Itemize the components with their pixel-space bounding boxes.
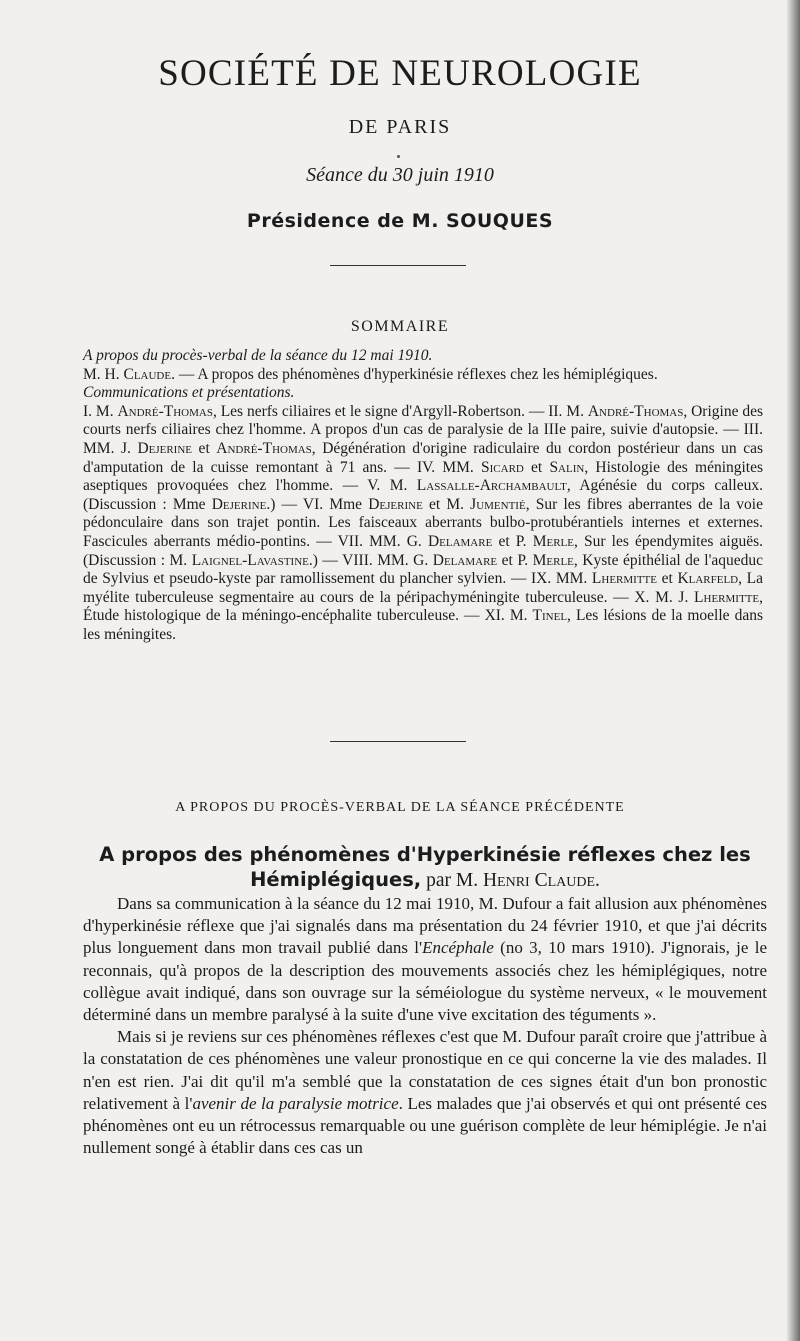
- item-prefix: VIII. MM. G.: [342, 551, 433, 569]
- item-text: et: [523, 458, 550, 476]
- item-prefix: IX. MM.: [530, 570, 592, 588]
- item-text: , Les lésions de la moelle dans les méningites.: [83, 607, 764, 643]
- author-name: André-Thomas: [587, 402, 684, 420]
- author-name: Dejerine: [137, 439, 193, 457]
- paragraph-2: [83, 1026, 767, 1159]
- paragraph-1: [83, 893, 767, 1026]
- item-prefix: II. M.: [548, 402, 588, 420]
- p2-emphasis: avenir de la paralysie motrice: [192, 1093, 399, 1113]
- claude-text: . — A propos des phénomènes d'hyperkinésie réflexes chez les hémiplégiques.: [171, 365, 658, 383]
- society-subtitle: DE PARIS: [348, 116, 452, 138]
- author-name: Laignel-Lavastine: [191, 551, 309, 569]
- byline: [421, 870, 600, 891]
- item-text: et P.: [492, 532, 533, 550]
- byline-end: .: [595, 870, 600, 891]
- proces-verbal-heading: A propos du procès-verbal de la séance du 12 mai 1910.: [83, 347, 433, 364]
- communications-list: [83, 403, 763, 645]
- item-text: .) —: [266, 495, 303, 513]
- author-name: André-Thomas: [216, 439, 312, 457]
- item-prefix: XI. M.: [484, 607, 533, 625]
- author-name: Merle: [532, 532, 574, 550]
- item-text: , Sur les fibres aberrantes de la voie pédonculaire dans son trajet pontin. Les faisceaux aberrants bulbo-protubérantiels internes et externes. Fascicules aberrants médio-pontins. —: [83, 495, 763, 550]
- society-title: SOCIÉTÉ DE NEUROLOGIE: [158, 53, 642, 94]
- item-text: et P.: [497, 551, 533, 569]
- author-name: Lassalle-Archambault: [416, 477, 567, 495]
- section-heading: A PROPOS DU PROCÈS-VERBAL DE LA SÉANCE PRÉCÉDENTE: [175, 800, 625, 815]
- byline-prefix: par M.: [421, 870, 483, 891]
- item-text: et: [656, 570, 678, 588]
- presidence-line: Présidence de M. SOUQUES: [246, 210, 554, 232]
- article-title: [83, 842, 767, 893]
- item-text: , Dégénération d'origine radiculaire du cordon postérieur dans un cas d'amputation de la cuisse remontant à 71 ans. —: [83, 439, 763, 476]
- author-name: Jumentié: [470, 495, 526, 513]
- author-name: André-Thomas: [117, 402, 213, 420]
- divider-rule: [330, 265, 466, 266]
- journal-name: Encéphale: [422, 938, 494, 958]
- item-prefix: VI. Mme: [302, 495, 369, 513]
- item-text: , Kyste épithélial de l'aqueduc de Sylvius et pseudo-kyste par ramollissement du plancher sylvien. —: [83, 551, 764, 588]
- author-name: Delamare: [432, 551, 498, 569]
- session-date: Séance du 30 juin 1910: [306, 164, 494, 186]
- sommaire-heading: SOMMAIRE: [350, 318, 450, 335]
- sommaire-block: [83, 347, 763, 645]
- author-name: Merle: [532, 551, 574, 569]
- byline-author: Henri Claude: [482, 870, 596, 891]
- item-text: , Agénésie du corps calleux. (Discussion : Mme: [83, 477, 763, 513]
- p1-text-b: (no 3, 10 mars 1910). J'ignorais, je le reconnais, qu'à propos de la description des mouvements associés chez les hémiplégiques, notre collègue avait indiqué, dans son ouvrage sur la séméiologue du système nerveux, « le mouvement déterminé dans un membre paralysé à la suite d'une vive excitation des téguments ».: [83, 938, 768, 1025]
- author-name: Dejerine: [368, 495, 423, 513]
- claude-prefix: M. H.: [83, 365, 124, 383]
- item-text: , Les nerfs ciliaires et le signe d'Argyll-Robertson. —: [212, 402, 549, 420]
- author-name: Lhermitte: [694, 588, 760, 606]
- author-name: Salin: [549, 458, 585, 476]
- author-name: Delamare: [427, 532, 493, 550]
- item-text: .) —: [308, 551, 343, 569]
- item-prefix: V. M.: [367, 477, 417, 495]
- p2-text-b: . Les malades que j'ai observés et qui ont présenté ces phénomènes ont eu un rétrocessus remarquable ou une guérison complète de leur hémiplégie. Je n'ai nullement songé à établir dans ces cas un: [83, 1093, 767, 1158]
- author-name: Sicard: [481, 458, 524, 476]
- item-text: et: [192, 439, 217, 457]
- item-text: et M.: [422, 495, 471, 513]
- item-prefix: III. MM. J.: [83, 421, 763, 457]
- ornament-dot: [397, 155, 400, 158]
- item-text: , Sur les épendymites aiguës. (Discussion : M.: [83, 532, 763, 569]
- article-body: [83, 893, 767, 1159]
- p2-text-a: Mais si je reviens sur ces phénomènes réflexes c'est que M. Dufour paraît croire que j'attribue à la constatation de ces phénomènes une valeur pronostique en ce qui concerne la vie des malades. Il n'en est rien. J'ai dit qu'il m'a semblé que la constatation de ces signes était d'un bon pronostic relativement à l': [83, 1027, 767, 1113]
- divider-rule: [330, 741, 466, 742]
- item-text: , Origine des courts nerfs ciliaires chez l'homme. A propos d'un cas de paralysie de la IIIe paire, suivie d'autopsie. —: [83, 402, 764, 439]
- communications-heading: Communications et présentations.: [83, 384, 295, 402]
- item-prefix: VII. MM. G.: [337, 532, 428, 550]
- author-name: Lhermitte: [591, 570, 657, 588]
- author-name: Tinel: [532, 607, 568, 625]
- author-name: Claude: [123, 365, 172, 383]
- item-prefix: I. M.: [83, 402, 118, 420]
- item-prefix: IV. MM.: [416, 458, 481, 476]
- article-title-text: A propos des phénomènes d'Hyperkinésie réflexes chez les Hémiplégiques,: [99, 843, 751, 891]
- item-text: , Étude histologique de la méningo-encéphalite tuberculeuse. —: [83, 588, 763, 625]
- item-prefix: X. M. J.: [634, 588, 695, 606]
- p1-text-a: Dans sa communication à la séance du 12 mai 1910, M. Dufour a fait allusion aux phénomènes d'hyperkinésie réflexe que j'ai signalés dans ma présentation du 24 février 1910, et que j'ai décrits plus longuement dans mon travail publié dans l': [83, 894, 767, 958]
- page-edge-shadow: [786, 0, 800, 1341]
- claude-entry: [83, 366, 763, 385]
- author-name: Klarfeld: [677, 570, 739, 588]
- author-name: Dejerine: [211, 495, 267, 513]
- item-text: , Histologie des méningites aseptiques provoquées chez l'homme. —: [83, 458, 764, 495]
- item-text: , La myélite tuberculeuse segmentaire au cours de la péripachyméningite tuberculeuse. —: [83, 570, 763, 606]
